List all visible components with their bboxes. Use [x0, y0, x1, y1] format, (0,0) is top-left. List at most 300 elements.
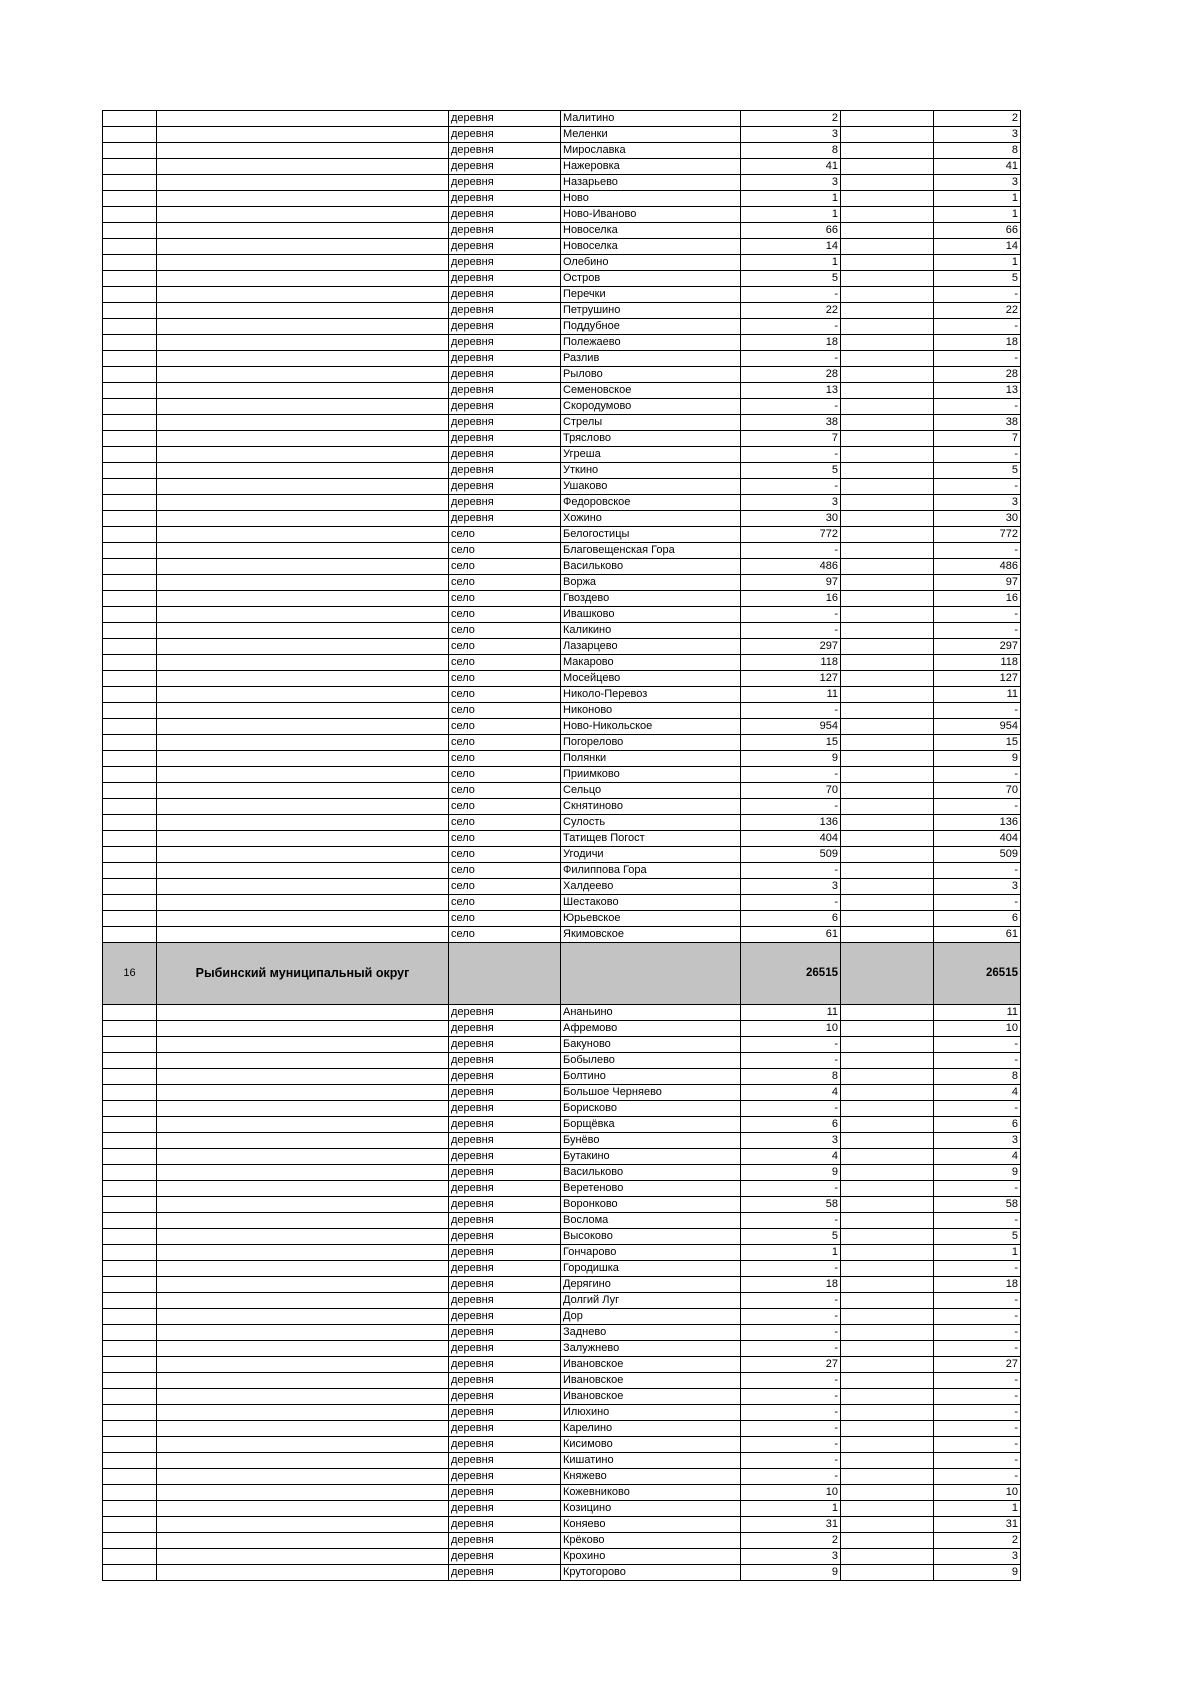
settlement-name: Ивановское — [561, 1357, 741, 1373]
row-number-cell — [103, 127, 157, 143]
row-number-cell — [103, 1357, 157, 1373]
blank-cell — [841, 255, 934, 271]
table-row — [103, 1517, 1021, 1533]
settlement-name: Ново-Иваново — [561, 207, 741, 223]
table-row — [103, 1133, 1021, 1149]
settlement-type: деревня — [449, 447, 561, 463]
settlement-type: деревня — [449, 1533, 561, 1549]
population-value-repeat: 7 — [934, 431, 1021, 447]
table-row — [103, 223, 1021, 239]
settlement-name: Карелино — [561, 1421, 741, 1437]
settlement-name: Бакуново — [561, 1037, 741, 1053]
population-value: 10 — [741, 1485, 841, 1501]
settlement-type: село — [449, 623, 561, 639]
municipality-cell — [157, 1101, 449, 1117]
population-value: 7 — [741, 431, 841, 447]
settlement-type: село — [449, 703, 561, 719]
table-row — [103, 1085, 1021, 1101]
settlement-type: деревня — [449, 431, 561, 447]
population-value: 772 — [741, 527, 841, 543]
row-number-cell — [103, 255, 157, 271]
row-number-cell — [103, 1181, 157, 1197]
settlement-type: деревня — [449, 1021, 561, 1037]
district-population: 26515 — [741, 943, 841, 1005]
blank-cell — [841, 1165, 934, 1181]
municipality-cell — [157, 863, 449, 879]
settlement-name: Козицино — [561, 1501, 741, 1517]
municipality-cell — [157, 575, 449, 591]
population-value-repeat: - — [934, 623, 1021, 639]
settlement-type: деревня — [449, 399, 561, 415]
table-row — [103, 127, 1021, 143]
population-value: - — [741, 863, 841, 879]
settlement-name: Угодичи — [561, 847, 741, 863]
settlement-name: Ивашково — [561, 607, 741, 623]
blank-cell — [841, 415, 934, 431]
blank-cell — [841, 687, 934, 703]
population-value: 4 — [741, 1085, 841, 1101]
settlement-name: Гвоздево — [561, 591, 741, 607]
settlement-name: Дор — [561, 1309, 741, 1325]
blank-cell — [841, 1133, 934, 1149]
population-value-repeat: 5 — [934, 271, 1021, 287]
population-value: - — [741, 623, 841, 639]
population-value: 9 — [741, 1165, 841, 1181]
row-number-cell — [103, 1293, 157, 1309]
settlement-type: деревня — [449, 495, 561, 511]
municipality-cell — [157, 239, 449, 255]
settlement-name: Тряслово — [561, 431, 741, 447]
municipality-cell — [157, 415, 449, 431]
table-row — [103, 399, 1021, 415]
population-value-repeat: 136 — [934, 815, 1021, 831]
settlement-type: деревня — [449, 1421, 561, 1437]
row-number-cell — [103, 1549, 157, 1565]
municipality-cell — [157, 127, 449, 143]
settlement-name: Поддубное — [561, 319, 741, 335]
settlement-type: село — [449, 575, 561, 591]
row-number-cell — [103, 287, 157, 303]
blank-cell — [841, 703, 934, 719]
population-value: 118 — [741, 655, 841, 671]
municipality-cell — [157, 1213, 449, 1229]
municipality-cell — [157, 831, 449, 847]
blank-cell — [841, 1357, 934, 1373]
row-number-cell — [103, 623, 157, 639]
table-row — [103, 351, 1021, 367]
blank-cell — [841, 271, 934, 287]
municipality-cell — [157, 559, 449, 575]
blank-cell — [841, 591, 934, 607]
row-number-cell — [103, 1117, 157, 1133]
table-row — [103, 687, 1021, 703]
settlement-name: Веретеново — [561, 1181, 741, 1197]
settlement-rows-bottom — [103, 1005, 1021, 1581]
settlement-name: Ананьино — [561, 1005, 741, 1021]
settlement-type: деревня — [449, 1149, 561, 1165]
population-value-repeat: 8 — [934, 1069, 1021, 1085]
population-value-repeat: 18 — [934, 335, 1021, 351]
settlement-type: село — [449, 671, 561, 687]
settlement-name: Филиппова Гора — [561, 863, 741, 879]
blank-cell — [841, 799, 934, 815]
population-value-repeat: - — [934, 1469, 1021, 1485]
population-value-repeat: 10 — [934, 1021, 1021, 1037]
settlement-type: деревня — [449, 1469, 561, 1485]
row-number-cell — [103, 1373, 157, 1389]
group-header — [103, 943, 1021, 1005]
population-value: 31 — [741, 1517, 841, 1533]
municipality-cell — [157, 495, 449, 511]
population-value-repeat: 97 — [934, 575, 1021, 591]
population-value: 6 — [741, 1117, 841, 1133]
blank-cell — [841, 223, 934, 239]
settlement-name: Полежаево — [561, 335, 741, 351]
population-value: - — [741, 399, 841, 415]
population-value-repeat: 30 — [934, 511, 1021, 527]
table-row — [103, 1277, 1021, 1293]
population-value-repeat: - — [934, 351, 1021, 367]
settlement-type: село — [449, 767, 561, 783]
table-row — [103, 1405, 1021, 1421]
row-number-cell — [103, 815, 157, 831]
population-value-repeat: - — [934, 1213, 1021, 1229]
population-value: 954 — [741, 719, 841, 735]
table-row — [103, 1293, 1021, 1309]
settlement-type: село — [449, 655, 561, 671]
blank-cell — [841, 1485, 934, 1501]
settlement-type: деревня — [449, 207, 561, 223]
municipality-cell — [157, 767, 449, 783]
district-row — [103, 943, 1021, 1005]
settlement-name: Лазарцево — [561, 639, 741, 655]
population-value-repeat: 11 — [934, 687, 1021, 703]
population-value-repeat: - — [934, 447, 1021, 463]
blank-cell — [841, 367, 934, 383]
population-value: 41 — [741, 159, 841, 175]
settlement-type: село — [449, 687, 561, 703]
blank-cell — [841, 1421, 934, 1437]
population-value-repeat: - — [934, 1405, 1021, 1421]
row-number-cell — [103, 1325, 157, 1341]
municipality-cell — [157, 399, 449, 415]
row-number-cell — [103, 527, 157, 543]
population-value: - — [741, 1421, 841, 1437]
municipality-cell — [157, 1133, 449, 1149]
population-value-repeat: - — [934, 1037, 1021, 1053]
settlement-name: Мирославка — [561, 143, 741, 159]
population-value: 1 — [741, 1245, 841, 1261]
blank-cell — [841, 1005, 934, 1021]
district-type-cell — [449, 943, 561, 1005]
blank-cell — [841, 111, 934, 127]
table-row — [103, 879, 1021, 895]
settlement-type: деревня — [449, 1357, 561, 1373]
population-value: - — [741, 1389, 841, 1405]
table-row — [103, 511, 1021, 527]
settlement-type: деревня — [449, 319, 561, 335]
settlement-name: Долгий Луг — [561, 1293, 741, 1309]
population-value-repeat: - — [934, 1437, 1021, 1453]
population-value-repeat: 27 — [934, 1357, 1021, 1373]
population-value-repeat: 4 — [934, 1085, 1021, 1101]
blank-cell — [841, 527, 934, 543]
population-value-repeat: 14 — [934, 239, 1021, 255]
settlement-type: село — [449, 719, 561, 735]
municipality-cell — [157, 799, 449, 815]
settlement-name: Уткино — [561, 463, 741, 479]
row-number-cell — [103, 303, 157, 319]
settlement-type: деревня — [449, 223, 561, 239]
municipality-cell — [157, 1565, 449, 1581]
population-value: 9 — [741, 751, 841, 767]
population-value: - — [741, 1325, 841, 1341]
table-row — [103, 1501, 1021, 1517]
settlement-type: деревня — [449, 1181, 561, 1197]
blank-cell — [841, 607, 934, 623]
settlement-type: деревня — [449, 159, 561, 175]
row-number-cell — [103, 1341, 157, 1357]
row-number-cell — [103, 1469, 157, 1485]
row-number-cell — [103, 1389, 157, 1405]
settlement-type: деревня — [449, 1069, 561, 1085]
population-value: - — [741, 1053, 841, 1069]
settlement-type: село — [449, 607, 561, 623]
row-number-cell — [103, 1501, 157, 1517]
settlement-type: деревня — [449, 1197, 561, 1213]
municipality-cell — [157, 1325, 449, 1341]
municipality-cell — [157, 1053, 449, 1069]
settlement-type: деревня — [449, 1485, 561, 1501]
row-number-cell — [103, 751, 157, 767]
table-row — [103, 431, 1021, 447]
settlement-name: Малитино — [561, 111, 741, 127]
settlement-name: Крёково — [561, 1533, 741, 1549]
settlement-name: Ново — [561, 191, 741, 207]
row-number-cell — [103, 1261, 157, 1277]
settlement-name: Залужнево — [561, 1341, 741, 1357]
municipality-cell — [157, 1405, 449, 1421]
table-row — [103, 1117, 1021, 1133]
table-row — [103, 1197, 1021, 1213]
blank-cell — [841, 1277, 934, 1293]
row-number-cell — [103, 1437, 157, 1453]
row-number-cell — [103, 863, 157, 879]
population-value-repeat: - — [934, 895, 1021, 911]
population-value-repeat: - — [934, 1453, 1021, 1469]
settlement-type: деревня — [449, 511, 561, 527]
population-value: 14 — [741, 239, 841, 255]
blank-cell — [841, 815, 934, 831]
table-row — [103, 239, 1021, 255]
blank-cell — [841, 543, 934, 559]
table-row — [103, 783, 1021, 799]
settlement-name: Скородумово — [561, 399, 741, 415]
blank-cell — [841, 1245, 934, 1261]
population-value: - — [741, 1293, 841, 1309]
row-number-cell — [103, 239, 157, 255]
row-number-cell — [103, 831, 157, 847]
settlement-type: деревня — [449, 1517, 561, 1533]
settlement-type: село — [449, 831, 561, 847]
population-value: - — [741, 1037, 841, 1053]
blank-cell — [841, 671, 934, 687]
settlement-type: деревня — [449, 1213, 561, 1229]
row-number-cell — [103, 111, 157, 127]
settlement-type: деревня — [449, 351, 561, 367]
row-number-cell — [103, 735, 157, 751]
blank-cell — [841, 351, 934, 367]
population-value-repeat: 5 — [934, 1229, 1021, 1245]
municipality-cell — [157, 207, 449, 223]
blank-cell — [841, 1453, 934, 1469]
settlement-name: Борщёвка — [561, 1117, 741, 1133]
settlement-type: деревня — [449, 143, 561, 159]
blank-cell — [841, 1469, 934, 1485]
row-number-cell — [103, 207, 157, 223]
settlement-type: деревня — [449, 1229, 561, 1245]
settlement-name: Сулость — [561, 815, 741, 831]
row-number-cell — [103, 447, 157, 463]
settlement-name: Олебино — [561, 255, 741, 271]
population-value: 3 — [741, 127, 841, 143]
population-value-repeat: - — [934, 703, 1021, 719]
row-number-cell — [103, 1069, 157, 1085]
municipality-cell — [157, 1197, 449, 1213]
row-number-cell — [103, 559, 157, 575]
row-number-cell — [103, 1277, 157, 1293]
settlement-name: Воржа — [561, 575, 741, 591]
row-number-cell — [103, 463, 157, 479]
row-number-cell — [103, 383, 157, 399]
settlement-name: Белогостицы — [561, 527, 741, 543]
settlement-name: Юрьевское — [561, 911, 741, 927]
settlement-name: Татищев Погост — [561, 831, 741, 847]
settlement-type: село — [449, 799, 561, 815]
blank-cell — [841, 575, 934, 591]
blank-cell — [841, 1181, 934, 1197]
population-value: - — [741, 1453, 841, 1469]
municipality-cell — [157, 1181, 449, 1197]
blank-cell — [841, 767, 934, 783]
blank-cell — [841, 431, 934, 447]
settlement-type: село — [449, 783, 561, 799]
blank-cell — [841, 1341, 934, 1357]
table-row — [103, 1149, 1021, 1165]
population-value-repeat: 1 — [934, 255, 1021, 271]
population-value: 9 — [741, 1565, 841, 1581]
district-population-repeat: 26515 — [934, 943, 1021, 1005]
settlement-name: Бутакино — [561, 1149, 741, 1165]
settlement-name: Ивановское — [561, 1373, 741, 1389]
population-value: 2 — [741, 111, 841, 127]
population-value-repeat: 3 — [934, 1133, 1021, 1149]
blank-cell — [841, 287, 934, 303]
population-value-repeat: 9 — [934, 1565, 1021, 1581]
settlement-name: Болтино — [561, 1069, 741, 1085]
settlement-name: Заднево — [561, 1325, 741, 1341]
population-value: 15 — [741, 735, 841, 751]
settlement-type: деревня — [449, 1293, 561, 1309]
population-value: - — [741, 479, 841, 495]
settlement-name: Приимково — [561, 767, 741, 783]
blank-cell — [841, 479, 934, 495]
municipality-cell — [157, 1469, 449, 1485]
settlement-name: Гончарово — [561, 1245, 741, 1261]
population-value-repeat: - — [934, 799, 1021, 815]
population-value-repeat: 16 — [934, 591, 1021, 607]
population-value: 22 — [741, 303, 841, 319]
settlement-name: Воронково — [561, 1197, 741, 1213]
blank-cell — [841, 447, 934, 463]
municipality-cell — [157, 735, 449, 751]
settlement-type: деревня — [449, 1165, 561, 1181]
table-row — [103, 751, 1021, 767]
settlement-name: Стрелы — [561, 415, 741, 431]
municipality-cell — [157, 655, 449, 671]
population-value: 486 — [741, 559, 841, 575]
municipality-cell — [157, 1165, 449, 1181]
population-value-repeat: 28 — [934, 367, 1021, 383]
blank-cell — [841, 1021, 934, 1037]
population-value-repeat: - — [934, 1341, 1021, 1357]
population-value: 127 — [741, 671, 841, 687]
settlement-type: деревня — [449, 367, 561, 383]
settlement-type: деревня — [449, 1037, 561, 1053]
population-value: - — [741, 1373, 841, 1389]
blank-cell — [841, 383, 934, 399]
municipality-cell — [157, 1117, 449, 1133]
population-value-repeat: 66 — [934, 223, 1021, 239]
blank-cell — [841, 1533, 934, 1549]
population-value: 509 — [741, 847, 841, 863]
population-value: 61 — [741, 927, 841, 943]
population-value-repeat: - — [934, 1325, 1021, 1341]
table-row — [103, 911, 1021, 927]
table-row — [103, 719, 1021, 735]
municipality-cell — [157, 1485, 449, 1501]
table-row — [103, 1309, 1021, 1325]
population-value: - — [741, 1341, 841, 1357]
municipality-cell — [157, 927, 449, 943]
row-number-cell — [103, 143, 157, 159]
population-value: 10 — [741, 1021, 841, 1037]
population-value-repeat: 3 — [934, 879, 1021, 895]
population-value-repeat: 9 — [934, 751, 1021, 767]
row-number-cell — [103, 767, 157, 783]
settlement-name: Сельцо — [561, 783, 741, 799]
row-number-cell — [103, 1421, 157, 1437]
population-value: 136 — [741, 815, 841, 831]
row-number-cell — [103, 783, 157, 799]
row-number-cell — [103, 271, 157, 287]
row-number-cell — [103, 175, 157, 191]
municipality-cell — [157, 191, 449, 207]
row-number-cell — [103, 1517, 157, 1533]
table-row — [103, 1565, 1021, 1581]
settlement-type: село — [449, 863, 561, 879]
row-number-cell — [103, 575, 157, 591]
row-number-cell — [103, 431, 157, 447]
municipality-cell — [157, 815, 449, 831]
settlement-name: Рылово — [561, 367, 741, 383]
settlement-name: Кисимово — [561, 1437, 741, 1453]
municipality-cell — [157, 1533, 449, 1549]
population-value: 1 — [741, 255, 841, 271]
settlement-type: село — [449, 735, 561, 751]
row-number-cell — [103, 511, 157, 527]
municipality-cell — [157, 383, 449, 399]
